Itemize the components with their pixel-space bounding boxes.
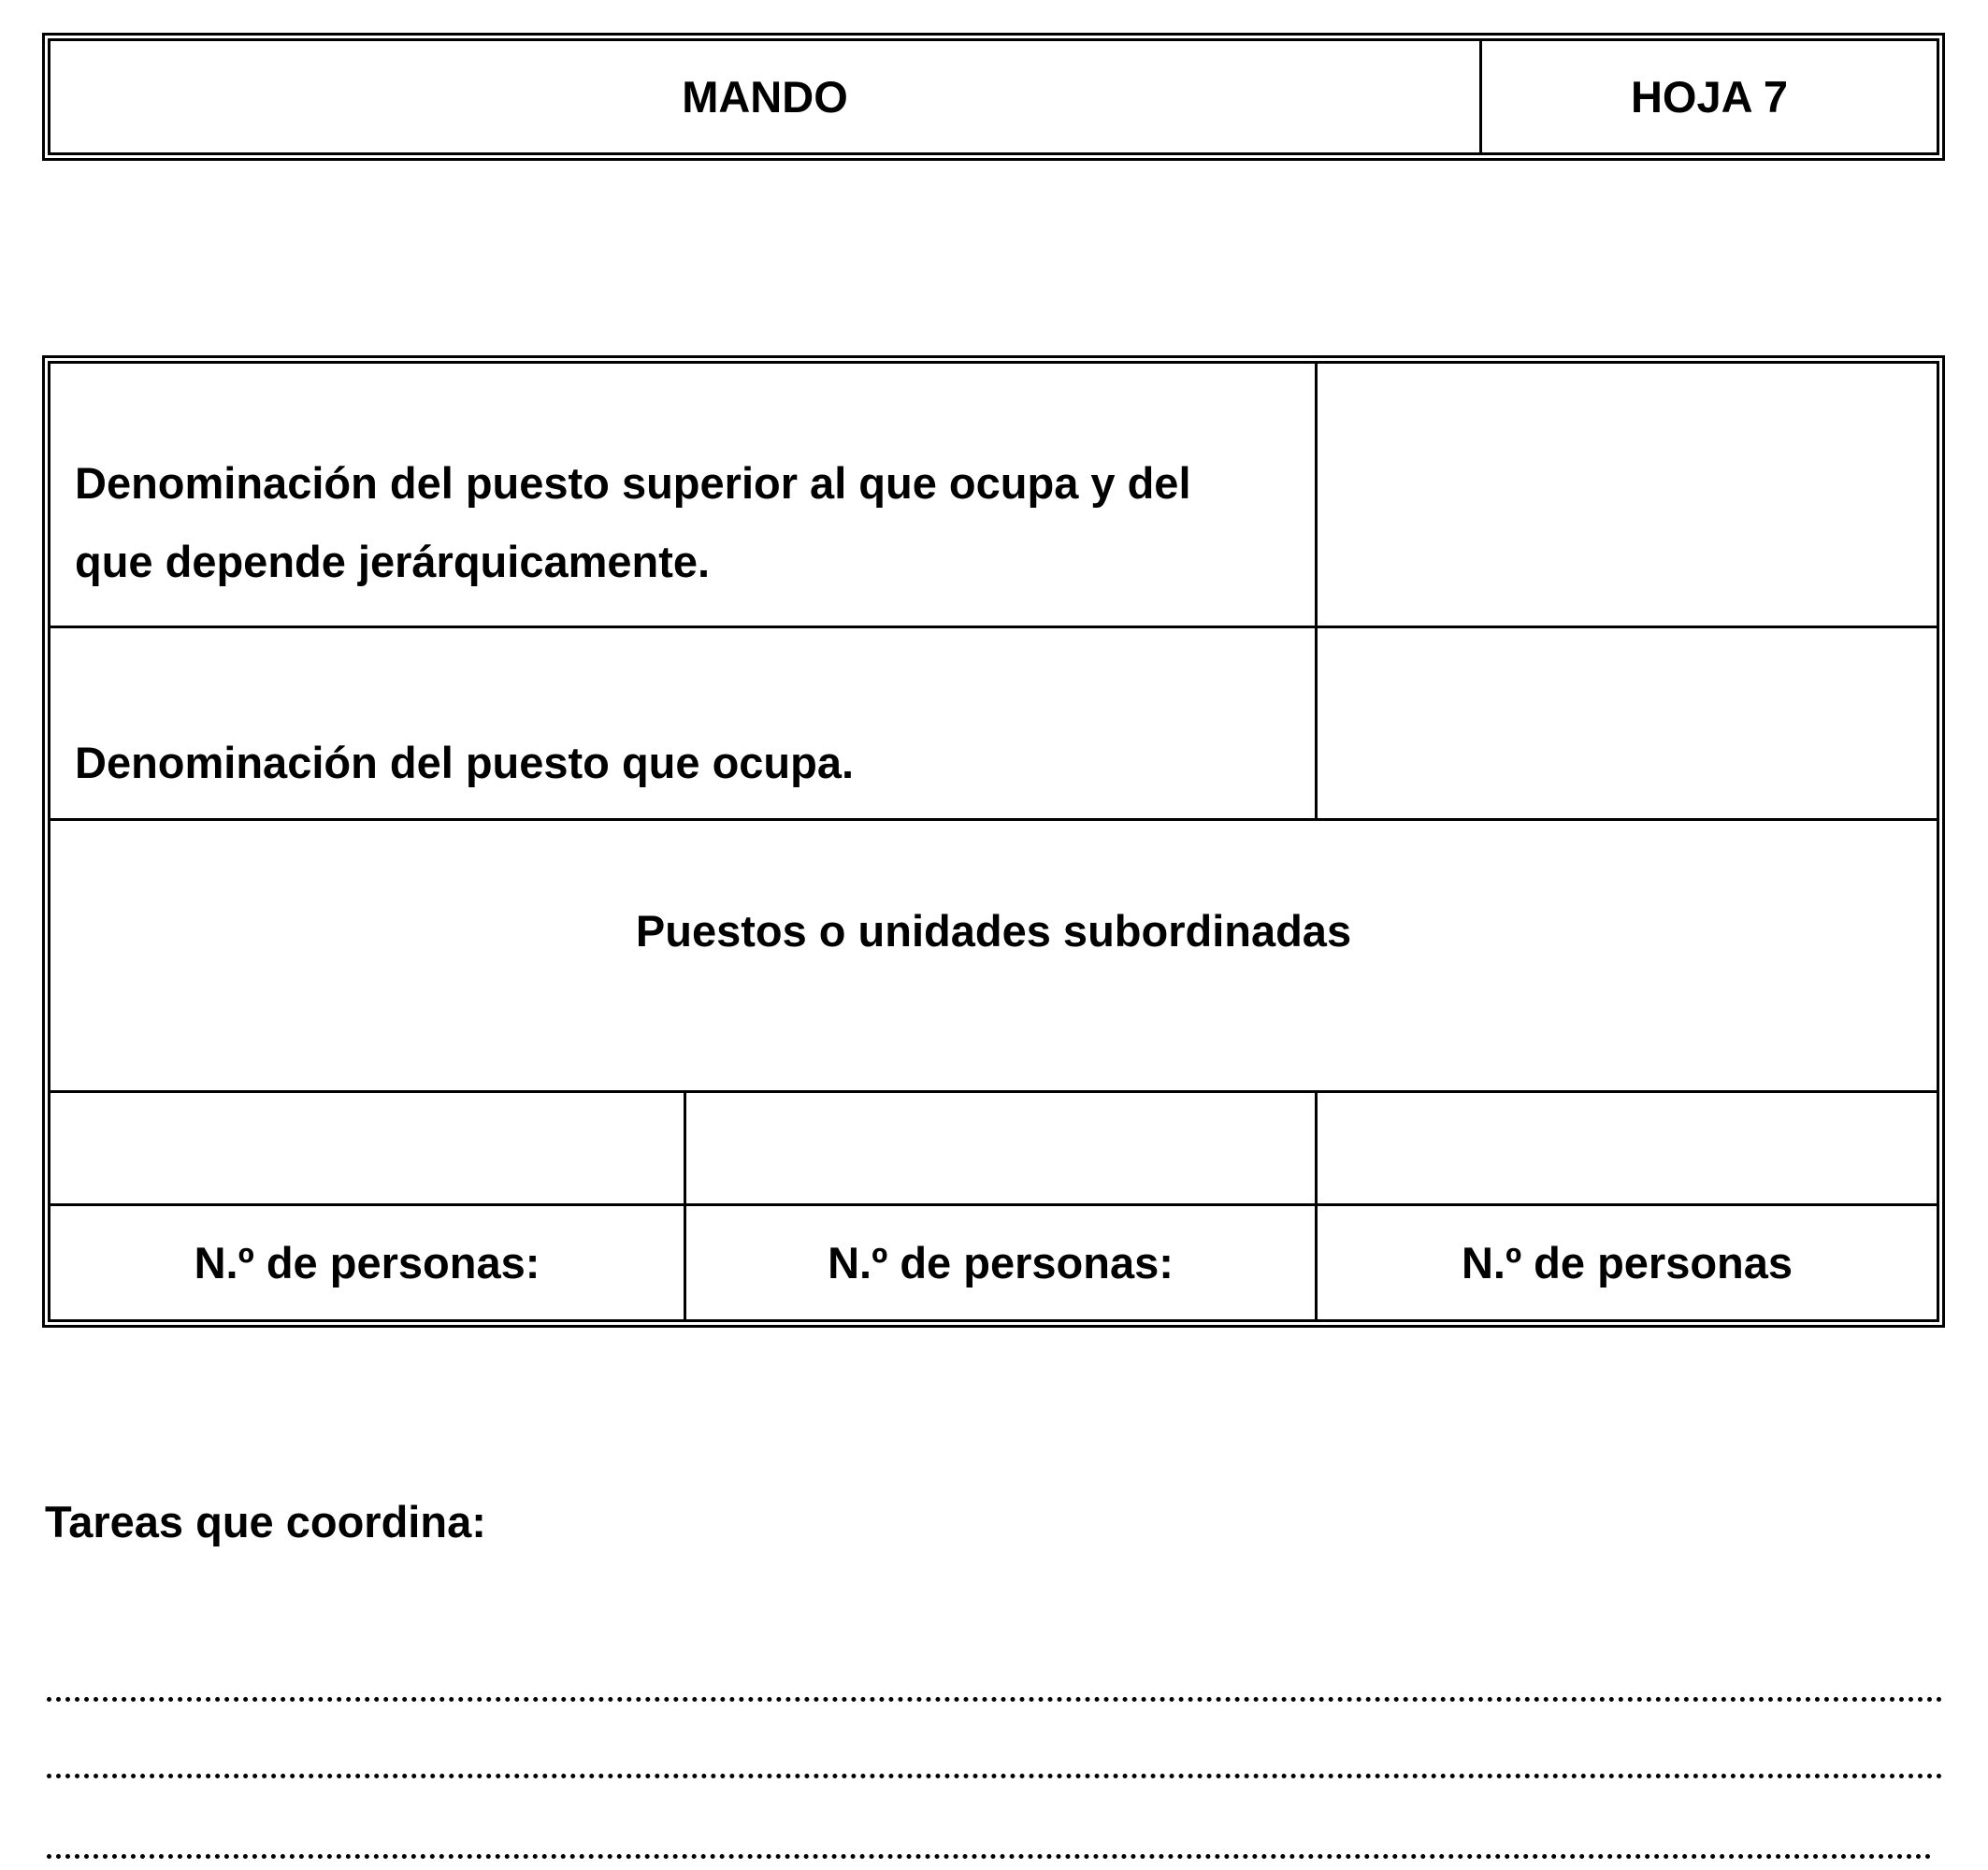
- people-count-label-3: N.º de personas: [1461, 1238, 1794, 1287]
- people-count-label-2: N.º de personas:: [828, 1238, 1174, 1287]
- subordinate-name-field-2[interactable]: [686, 1093, 1315, 1203]
- current-position-field[interactable]: [1318, 628, 1937, 818]
- form-table: [42, 355, 1945, 1328]
- tasks-line-1[interactable]: [47, 1697, 1943, 1702]
- tasks-line-3[interactable]: [47, 1854, 1932, 1859]
- sheet-number: HOJA 7: [1630, 72, 1789, 122]
- tasks-label: Tareas que coordina:: [45, 1497, 486, 1546]
- people-count-label-1: N.º de personas:: [194, 1238, 540, 1287]
- subordinates-section-title: Puestos o unidades subordinadas: [635, 906, 1352, 956]
- subordinate-name-field-1[interactable]: [50, 1093, 684, 1203]
- header-box: [42, 33, 1945, 161]
- header-left-title: MANDO: [682, 72, 848, 122]
- superior-position-label: Denominación del puesto superior al que ocupa y del que depende jerárquicamente.: [75, 458, 1191, 586]
- superior-position-field[interactable]: [1318, 364, 1937, 626]
- subordinate-name-field-3[interactable]: [1318, 1093, 1937, 1203]
- current-position-label: Denominación del puesto que ocupa.: [75, 737, 855, 787]
- tasks-line-2[interactable]: [47, 1774, 1943, 1778]
